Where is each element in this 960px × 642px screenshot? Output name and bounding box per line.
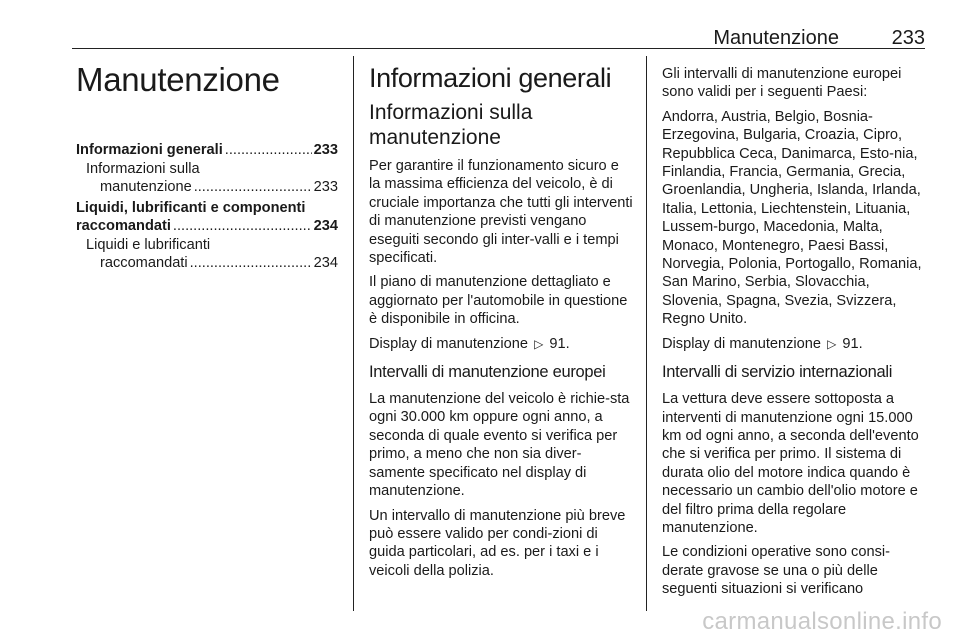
cross-reference[interactable]: Display di manutenzione ▷ 91. <box>369 335 570 352</box>
paragraph: Un intervallo di manutenzione più breve può essere valido per condi-zioni di guida particolari, ad es. per i taxi e i veicoli della polizia. <box>369 507 626 579</box>
section-heading: Informazioni generali <box>369 63 612 93</box>
subsection-heading: Informazioni sulla manutenzione <box>369 101 533 149</box>
toc-group <box>76 141 338 197</box>
content-column-2 <box>369 56 634 586</box>
paragraph: La manutenzione del veicolo è richie-sta ogni 30.000 km oppure ogni anno, a seconda di quale evento si verifica per primo, a meno che non sia diver-samente specificato nel display di manutenzione. <box>369 391 630 500</box>
watermark: carmanualsonline.info <box>702 608 942 635</box>
section-title: Intervalli di servizio internazionali <box>662 363 893 382</box>
running-title: Manutenzione <box>713 27 839 49</box>
paragraph: Per garantire il funzionamento sicuro e la massima efficienza del veicolo, è di cruciale importanza che tutti gli interventi di manutenzione previsti vengano eseguiti secondo gli inter-valli e i tempi specificati. <box>369 158 633 267</box>
paragraph: Le condizioni operative sono consi-derate gravose se una o più delle seguenti situazioni si verificano <box>662 544 890 598</box>
chapter-title: Manutenzione <box>76 61 280 98</box>
country-list: Andorra, Austria, Belgio, Bosnia-Erzegovina, Bulgaria, Croazia, Cipro, Repubblica Ceca, Danimarca, Esto-nia, Finlandia, Francia, Germania, Grecia, Groenlandia, Ungheria, Islanda, Irlanda, Italia, Lettonia, Liechtenstein, Lituania, Lussem-burgo, Macedonia, Malta, Monaco, Montenegro, Paesi Bassi, Norvegia, Polonia, Portogallo, Romania, San Marino, Serbia, Slovacchia, Slovenia, Spagna, Svezia, Svizzera, Regno Unito. <box>662 108 922 328</box>
toc-group <box>76 199 338 273</box>
toc-entry-liquidi-raccomandati[interactable]: Liquidi e lubrificanti raccomandati ..... 234 <box>76 236 338 273</box>
cross-reference[interactable]: Display di manutenzione ▷ 91. <box>662 335 863 352</box>
paragraph: La vettura deve essere sottoposta a interventi di manutenzione ogni 15.000 km od ogni anno, a seconda dell'evento che si verifica per primo. Il sistema di durata olio del motore indica quando è necessario un cambio dell'olio motore e del filtro prima della regolare manutenzione. <box>662 391 919 536</box>
section-title: Intervalli di manutenzione europei <box>369 363 606 382</box>
paragraph: Il piano di manutenzione dettagliato e aggiornato per l'automobile in questione è disponibile in officina. <box>369 274 628 328</box>
triangle-arrow-icon: ▷ <box>534 336 544 351</box>
toc-entry-informazioni-manutenzione[interactable]: Informazioni sulla manutenzione ..... 233 <box>76 160 338 197</box>
table-of-contents <box>76 141 338 273</box>
page-number: 233 <box>891 27 925 49</box>
triangle-arrow-icon: ▷ <box>827 336 837 351</box>
paragraph: Gli intervalli di manutenzione europei sono validi per i seguenti Paesi: <box>662 66 902 101</box>
toc-entry-informazioni-generali[interactable]: Informazioni generali ..... 233 <box>76 141 338 160</box>
toc-entry-liquidi-lubrificanti[interactable]: Liquidi, lubrificanti e componenti raccomandati ..... 234 <box>76 199 338 236</box>
running-header <box>72 0 925 49</box>
content-column-3 <box>662 56 930 605</box>
toc-column <box>76 56 338 275</box>
column-divider <box>353 56 354 611</box>
column-divider <box>646 56 647 611</box>
